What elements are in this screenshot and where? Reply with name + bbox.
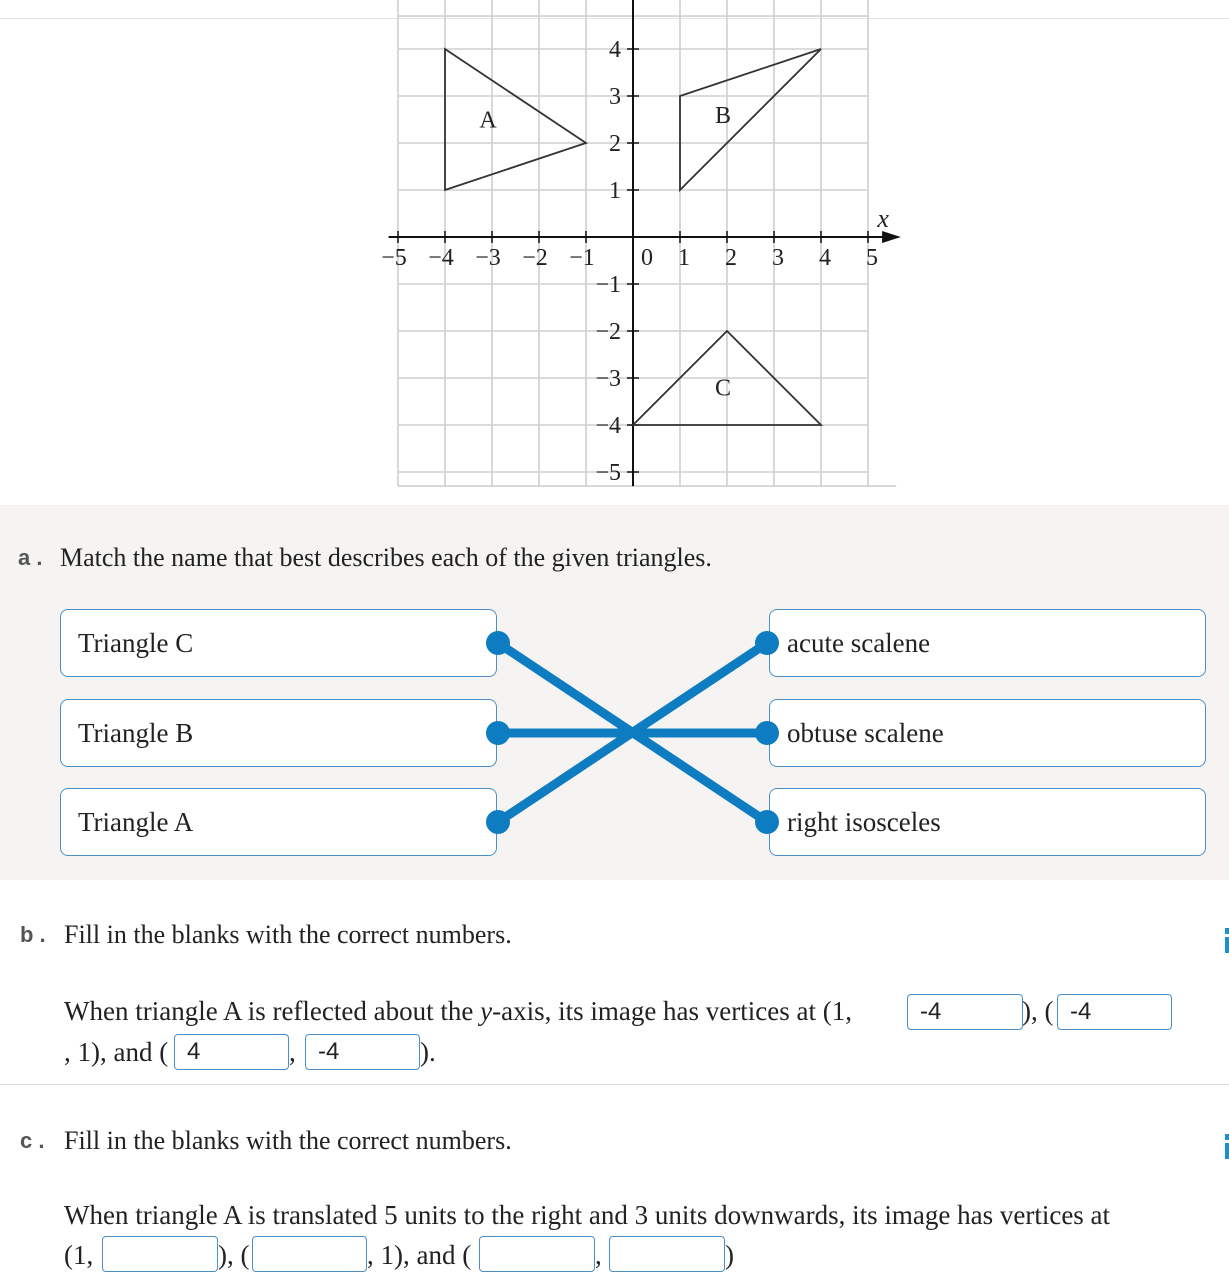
x-tick-label: 1 [678, 245, 690, 271]
tick-labels [381, 37, 889, 486]
part-c-question: Fill in the blanks with the correct numbers. [64, 1126, 512, 1155]
separator-text: ) [725, 1240, 734, 1270]
x-tick-label: −3 [475, 245, 501, 271]
part-b-line2: , 1), and ( [64, 1037, 169, 1067]
y-tick-label: 1 [609, 178, 621, 204]
x-tick-label: −5 [381, 245, 407, 271]
y-tick-label: −1 [595, 272, 621, 298]
answer-input[interactable]: -4 [907, 994, 1023, 1030]
match-left-item[interactable]: Triangle A [60, 788, 497, 856]
x-tick-label: 0 [641, 245, 653, 271]
match-left-item[interactable]: Triangle C [60, 609, 497, 677]
y-tick-label: 3 [609, 84, 621, 110]
x-tick-label: 5 [866, 245, 878, 271]
answer-input[interactable] [479, 1236, 595, 1272]
part-a-label: a . [18, 545, 43, 570]
separator-text: , [289, 1037, 296, 1067]
x-tick-label: 4 [819, 245, 831, 271]
match-right-item[interactable]: obtuse scalene [769, 699, 1206, 767]
x-tick-label: 3 [772, 245, 784, 271]
part-c-label: c . [20, 1128, 45, 1153]
triangle-label: C [714, 375, 732, 402]
triangle-label: B [714, 102, 732, 129]
info-icon-bar [1225, 1143, 1229, 1159]
answer-input[interactable] [252, 1236, 367, 1272]
x-tick-label: −4 [428, 245, 454, 271]
part-a-question: Match the name that best describes each of the given triangles. [60, 543, 712, 572]
triangle-label: A [479, 107, 497, 134]
separator-text: ), ( [218, 1240, 250, 1270]
y-tick-label: 2 [609, 131, 621, 157]
x-axis-label: x [877, 204, 889, 233]
x-tick-label: −1 [569, 245, 595, 271]
y-tick-label: −5 [595, 460, 621, 486]
info-icon[interactable] [1225, 1134, 1229, 1140]
part-b-question: Fill in the blanks with the correct numbers. [64, 920, 512, 949]
y-tick-label: 4 [609, 37, 621, 63]
info-icon-bar [1225, 937, 1229, 953]
part-c-line2-open: (1, [64, 1240, 94, 1270]
match-right-item[interactable]: right isosceles [769, 788, 1206, 856]
separator-text: , [595, 1240, 602, 1270]
answer-input[interactable]: -4 [1057, 994, 1172, 1030]
part-c-line1: When triangle A is translated 5 units to the right and 3 units downwards, its image has vertices at [64, 1200, 1111, 1230]
separator-text: ), ( [1022, 996, 1054, 1026]
match-right-item[interactable]: acute scalene [769, 609, 1206, 677]
part-b-line1: When triangle A is reflected about the y-axis, its image has vertices at (1, [64, 996, 852, 1026]
separator-text: ). [420, 1037, 436, 1067]
answer-input[interactable] [102, 1236, 218, 1272]
match-left-item[interactable]: Triangle B [60, 699, 497, 767]
coordinate-graph [0, 0, 1229, 505]
part-b-label: b . [20, 922, 46, 947]
triangle-b [680, 49, 821, 190]
x-tick-label: 2 [725, 245, 737, 271]
info-icon[interactable] [1225, 928, 1229, 934]
y-tick-label: −4 [595, 413, 621, 439]
triangle-a [445, 49, 586, 190]
separator-text: , 1), and ( [367, 1240, 472, 1270]
x-tick-label: −2 [522, 245, 548, 271]
answer-input[interactable] [609, 1236, 725, 1272]
answer-input[interactable]: 4 [174, 1034, 289, 1070]
y-tick-label: −3 [595, 366, 621, 392]
grid [398, 0, 896, 486]
answer-input[interactable]: -4 [305, 1034, 420, 1070]
section-divider [0, 1084, 1229, 1085]
y-tick-label: −2 [595, 319, 621, 345]
